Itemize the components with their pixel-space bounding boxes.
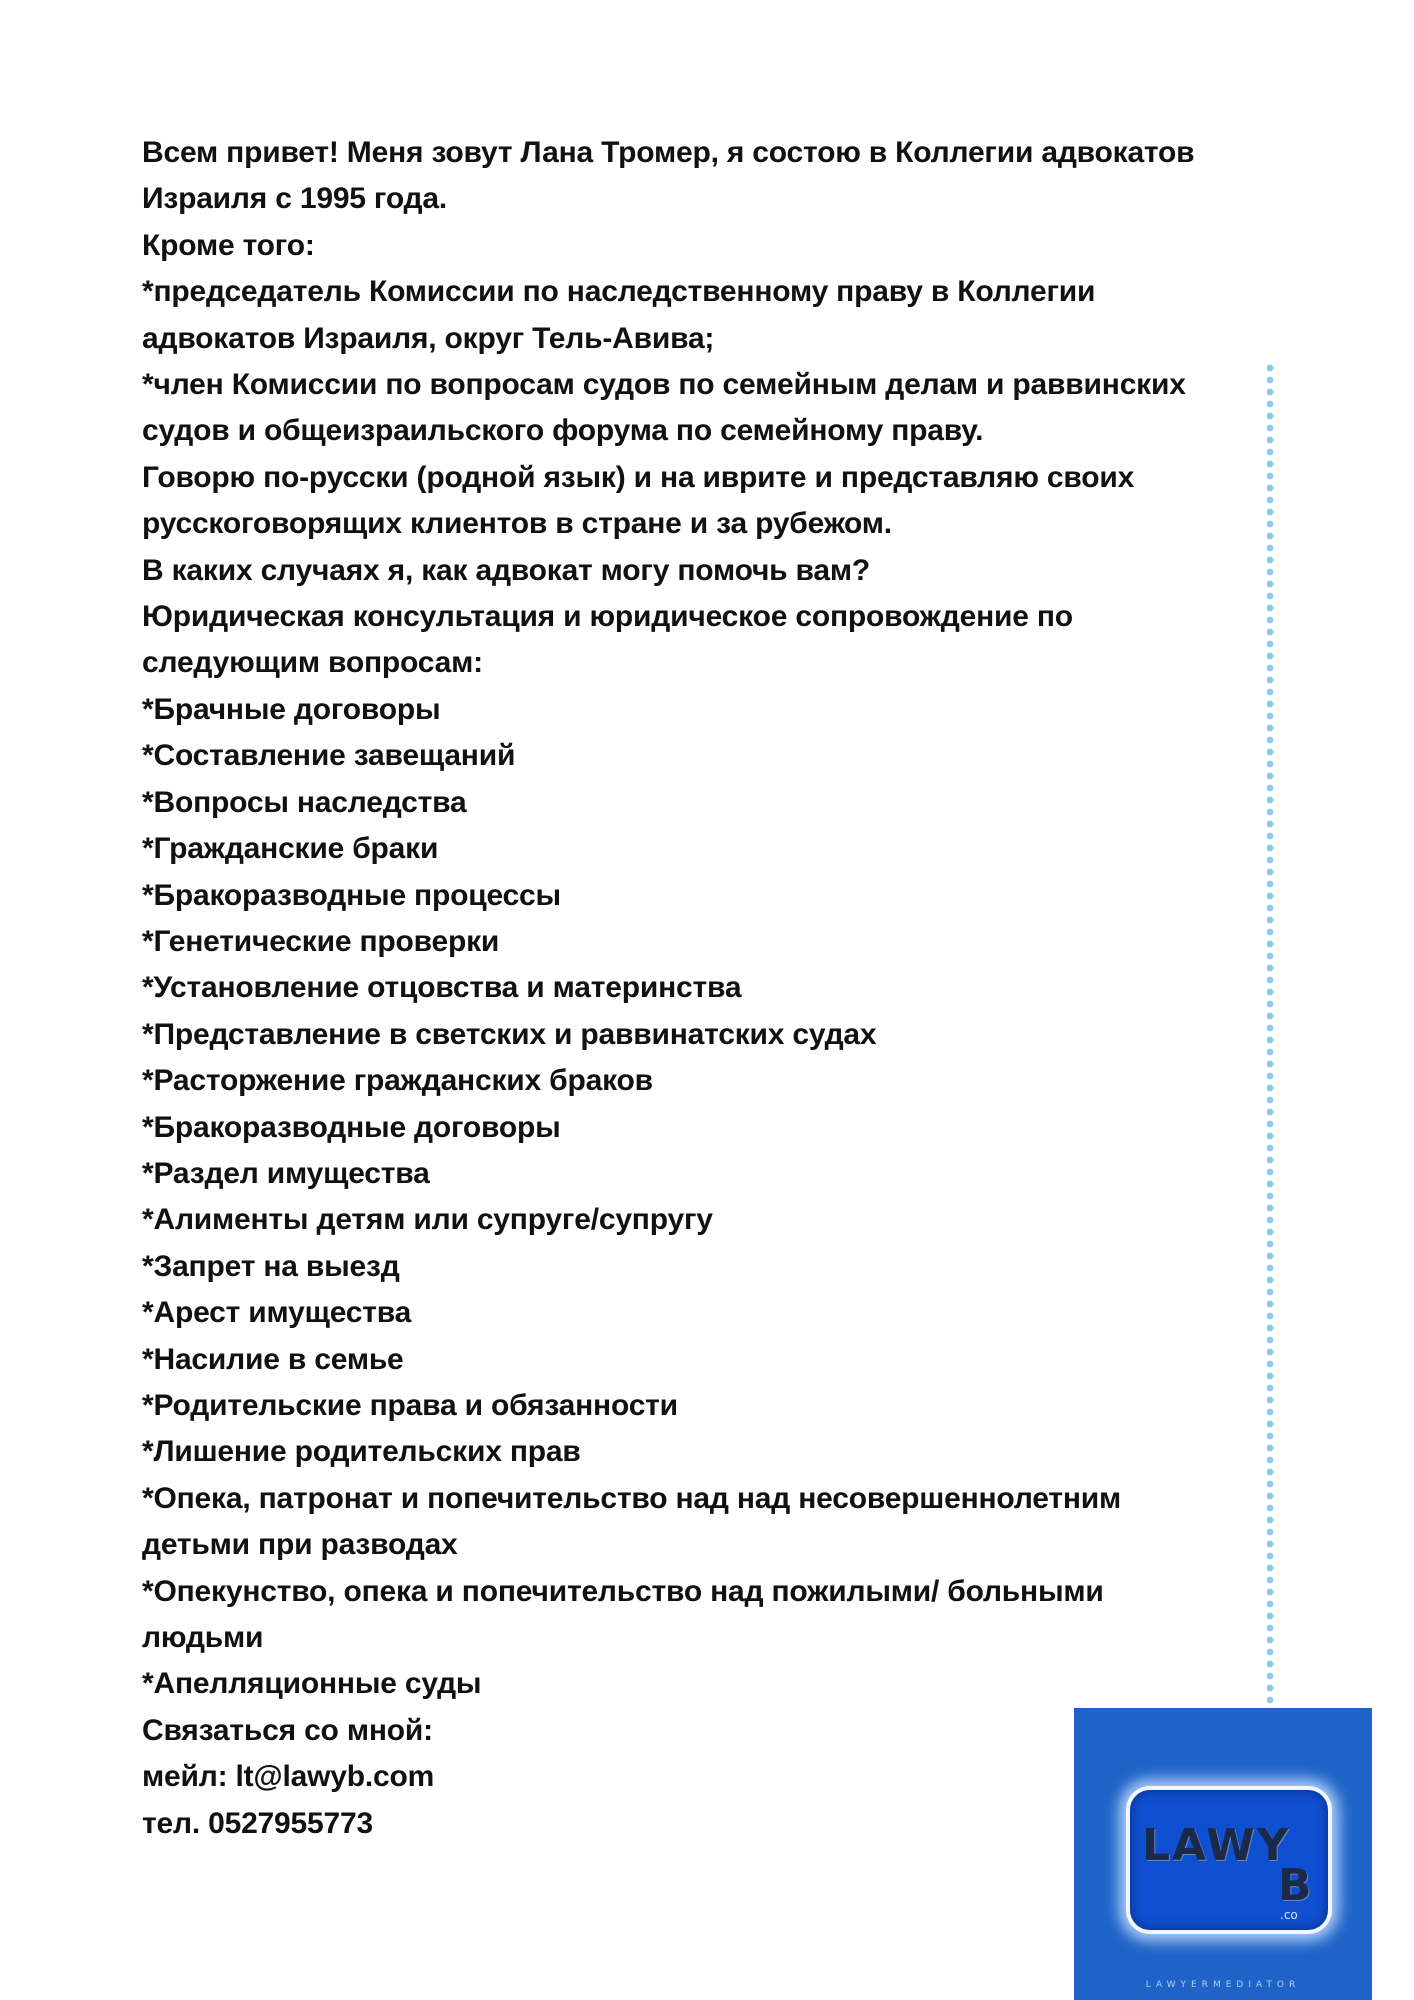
service-item: *Вопросы наследства (142, 785, 467, 819)
service-item: *Бракоразводные процессы (142, 878, 561, 912)
logo-wordmark: LAWY (1142, 1820, 1291, 1871)
contact-phone[interactable]: тел. 0527955773 (142, 1806, 373, 1840)
logo-suffix: .co (1280, 1908, 1298, 1922)
intro-line: *член Комиссии по вопросам судов по семейным делам и раввинских (142, 368, 1186, 402)
intro-line: Всем привет! Меня зовут Лана Тромер, я состою в Коллегии адвокатов (142, 136, 1195, 169)
service-item: детьми при разводах (142, 1528, 458, 1562)
service-item: *Алименты детям или супруге/супругу (142, 1203, 713, 1237)
logo-letter-b: B (1278, 1860, 1312, 1911)
service-item: *Расторжение гражданских браков (142, 1064, 653, 1098)
service-item: *Родительские права и обязанности (142, 1388, 678, 1422)
intro-line: Израиля с 1995 года. (142, 182, 448, 216)
question-line: В каких случаях я, как адвокат могу помочь вам? (142, 553, 870, 587)
service-item: *Запрет на выезд (142, 1249, 400, 1283)
service-item: *Гражданские браки (142, 832, 439, 866)
service-item: *Установление отцовства и материнства (142, 971, 742, 1005)
service-item: *Насилие в семье (142, 1342, 404, 1376)
service-item: *Раздел имущества (142, 1156, 430, 1190)
contact-heading: Связаться со мной: (142, 1713, 433, 1747)
letter-body (142, 130, 1252, 1847)
service-item: людьми (142, 1621, 264, 1654)
service-item: *Представление в светских и раввинатских судах (142, 1017, 877, 1051)
service-item: *Брачные договоры (142, 692, 441, 726)
service-item: *Лишение родительских прав (142, 1435, 581, 1469)
services-intro-line: Юридическая консультация и юридическое сопровождение по (142, 600, 1073, 634)
logo-badge (1126, 1786, 1332, 1934)
service-item: *Арест имущества (142, 1296, 412, 1330)
logo-tagline: LAWYERMEDIATOR (1145, 1980, 1301, 1990)
dotted-divider (1266, 362, 1274, 1710)
service-item: *Опекунство, опека и попечительство над пожилыми/ больными (142, 1574, 1104, 1608)
service-item: *Апелляционные суды (142, 1667, 482, 1701)
intro-line: адвокатов Израиля, округ Тель-Авива; (142, 321, 715, 355)
intro-line: Говорю по-русски (родной язык) и на иврите и представляю своих (142, 460, 1135, 494)
intro-line: русскоговорящих клиентов в стране и за рубежом. (142, 507, 892, 541)
intro-line: *председатель Комиссии по наследственному праву в Коллегии (142, 275, 1096, 309)
intro-line: Кроме того: (142, 228, 315, 262)
services-intro-line: следующим вопросам: (142, 646, 483, 680)
contact-email[interactable]: мейл: lt@lawyb.com (142, 1760, 435, 1794)
lawyb-logo (1074, 1708, 1372, 2000)
service-item: *Опека, патронат и попечительство над над несовершеннолетним (142, 1481, 1122, 1515)
service-item: *Генетические проверки (142, 924, 500, 958)
intro-line: судов и общеизраильского форума по семейному праву. (142, 414, 984, 448)
service-item: *Составление завещаний (142, 739, 516, 773)
service-item: *Бракоразводные договоры (142, 1110, 561, 1144)
